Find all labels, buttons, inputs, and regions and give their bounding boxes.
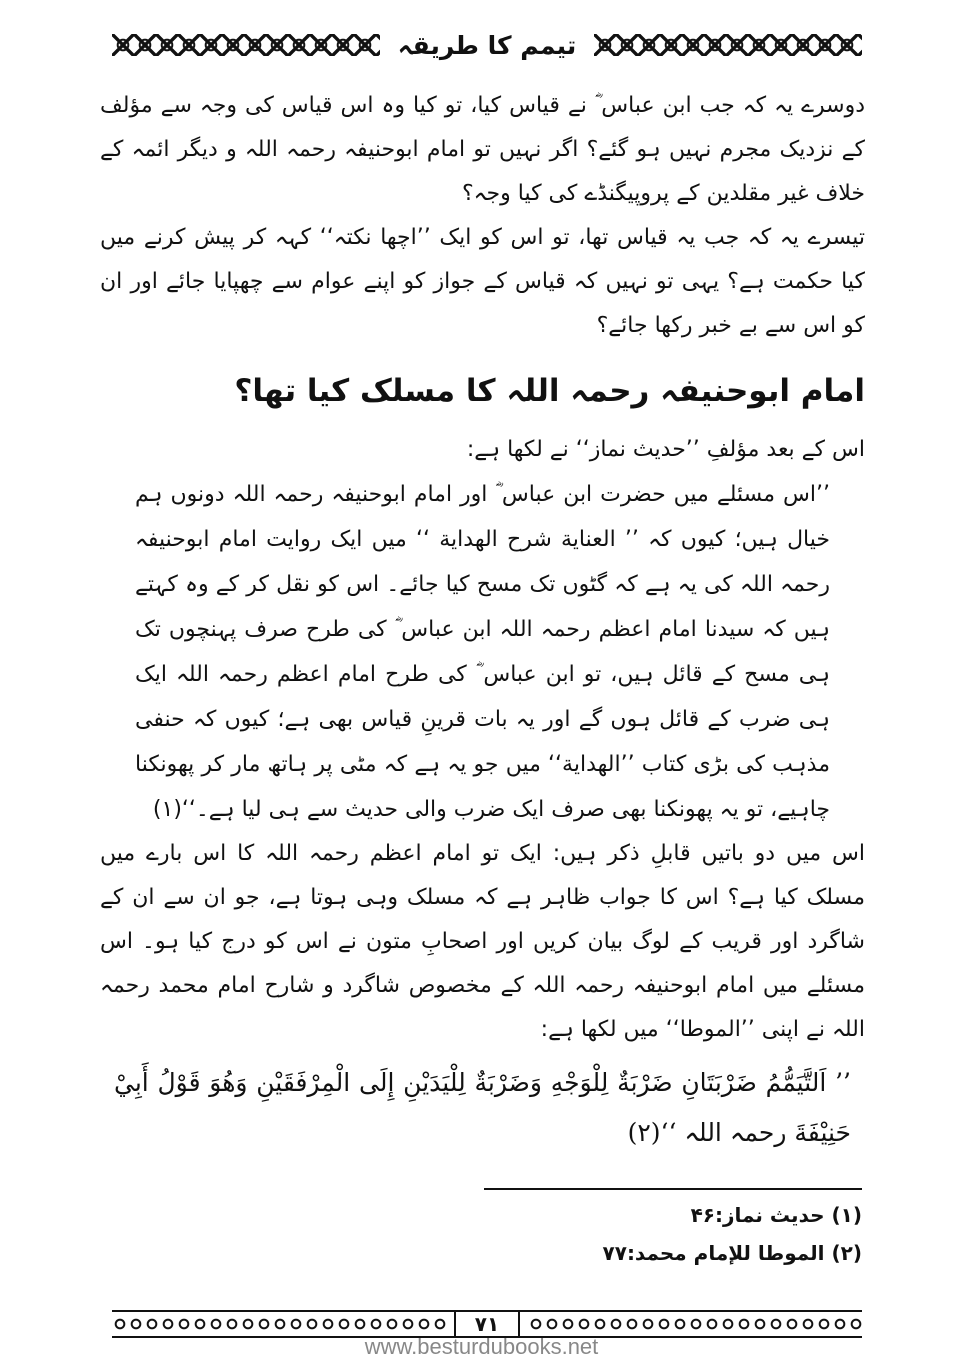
footer-ornament-left — [112, 1316, 446, 1332]
page-header — [112, 22, 862, 68]
page-number: ۷۱ — [454, 1312, 520, 1336]
footnote-divider — [484, 1188, 862, 1190]
paragraph-third-point: تیسرے یہ کہ جب یہ قیاس تھا، تو اس کو ایک ’’اچھا نکتہ‘‘ کہہ کر پیش کرنے میں کیا حکمت ہے؟ یہی تو نہیں کہ قیاس کے جواز کو اپنے عوام سے چھپایا جائے اور ان کو اس سے بے خبر رکھا جائے؟ — [100, 225, 865, 338]
watermark: www.besturdubooks.net — [364, 1334, 599, 1359]
page-body — [100, 84, 865, 1158]
block-quote: ’’اس مسئلے میں حضرت ابن عباس ؓ اور امام ابوحنیفہ رحمہ اللہ دونوں ہم خیال ہیں؛ کیوں کہ ’’ العنایة شرح الھدایة ‘‘ میں ایک روایت امام ابوحنیفہ رحمہ اللہ کی یہ ہے کہ گٹوں تک مسح کیا جائے۔ اس کو نقل کر کے وہ کہتے ہیں کہ سیدنا امام اعظم رحمہ اللہ ابن عباس ؓ کی طرح صرف پہنچوں تک ہی مسح کے قائل ہیں، تو ابن عباس ؓ کی طرح امام اعظم رحمہ اللہ ایک ہی ضرب کے قائل ہوں گے اور یہ بات قرینِ قیاس بھی ہے؛ کیوں کہ حنفی مذہب کی بڑی کتاب ’’الھدایة‘‘ میں جو یہ ہے کہ مٹی پر ہاتھ مار کر پھونکنا چاہیے، تو یہ پھونکنا بھی صرف ایک ضرب والی حدیث سے ہی لیا ہے۔‘‘(۱) — [135, 482, 830, 822]
footer-ornament-right — [528, 1316, 862, 1332]
footnote-2: (۲) الموطا للإمام محمد:۷۷ — [602, 1241, 862, 1265]
arabic-quotation: ’’ اَلتَّیَمُّمُ ضَرْبَتَانِ ضَرْبَةٌ لِلْوَجْهِ وَضَرْبَةٌ لِلْیَدَیْنِ إِلَی الْمِرْفَقَیْنِ وَهُوَ قَوْلُ أَبِيْ حَنِیْفَةَ رحمہ اللہ ‘‘(۲) — [114, 1068, 851, 1147]
paragraph-second-point: دوسرے یہ کہ جب ابن عباس ؓ نے قیاس کیا، تو کیا وہ اس قیاس کی وجہ سے مؤلف کے نزدیک مجرم نہیں ہو گئے؟ اگر نہیں تو امام ابوحنیفہ رحمہ اللہ و دیگر ائمہ کے خلاف غیر مقلدین کے پروپیگنڈے کی کیا وجہ؟ — [100, 93, 865, 206]
paragraph-discussion: اس میں دو باتیں قابلِ ذکر ہیں: ایک تو امام اعظم رحمہ اللہ کا اس بارے میں مسلک کیا ہے؟ اس کا جواب ظاہر ہے کہ مسلک وہی ہوتا ہے، جو ان سے ان کے شاگرد اور قریب کے لوگ بیان کریں اور اصحابِ متون نے اس کو درج کیا ہو۔ اس مسئلے میں امام ابوحنیفہ رحمہ اللہ کے مخصوص شاگرد و شارح امام محمد رحمہ اللہ نے اپنی ’’الموطا‘‘ میں لکھا ہے: — [100, 841, 865, 1042]
section-heading: امام ابوحنیفہ رحمہ اللہ کا مسلک کیا تھا؟ — [234, 373, 865, 409]
footnote-1: (۱) حدیث نماز:۴۶ — [690, 1203, 862, 1227]
footnotes — [470, 1196, 862, 1272]
header-ornament-right — [594, 34, 862, 56]
header-ornament-left — [112, 34, 380, 56]
paragraph-intro-quote: اس کے بعد مؤلفِ ’’حدیث نماز‘‘ نے لکھا ہے: — [466, 437, 865, 462]
running-title: تیمم کا طریقہ — [397, 30, 577, 60]
